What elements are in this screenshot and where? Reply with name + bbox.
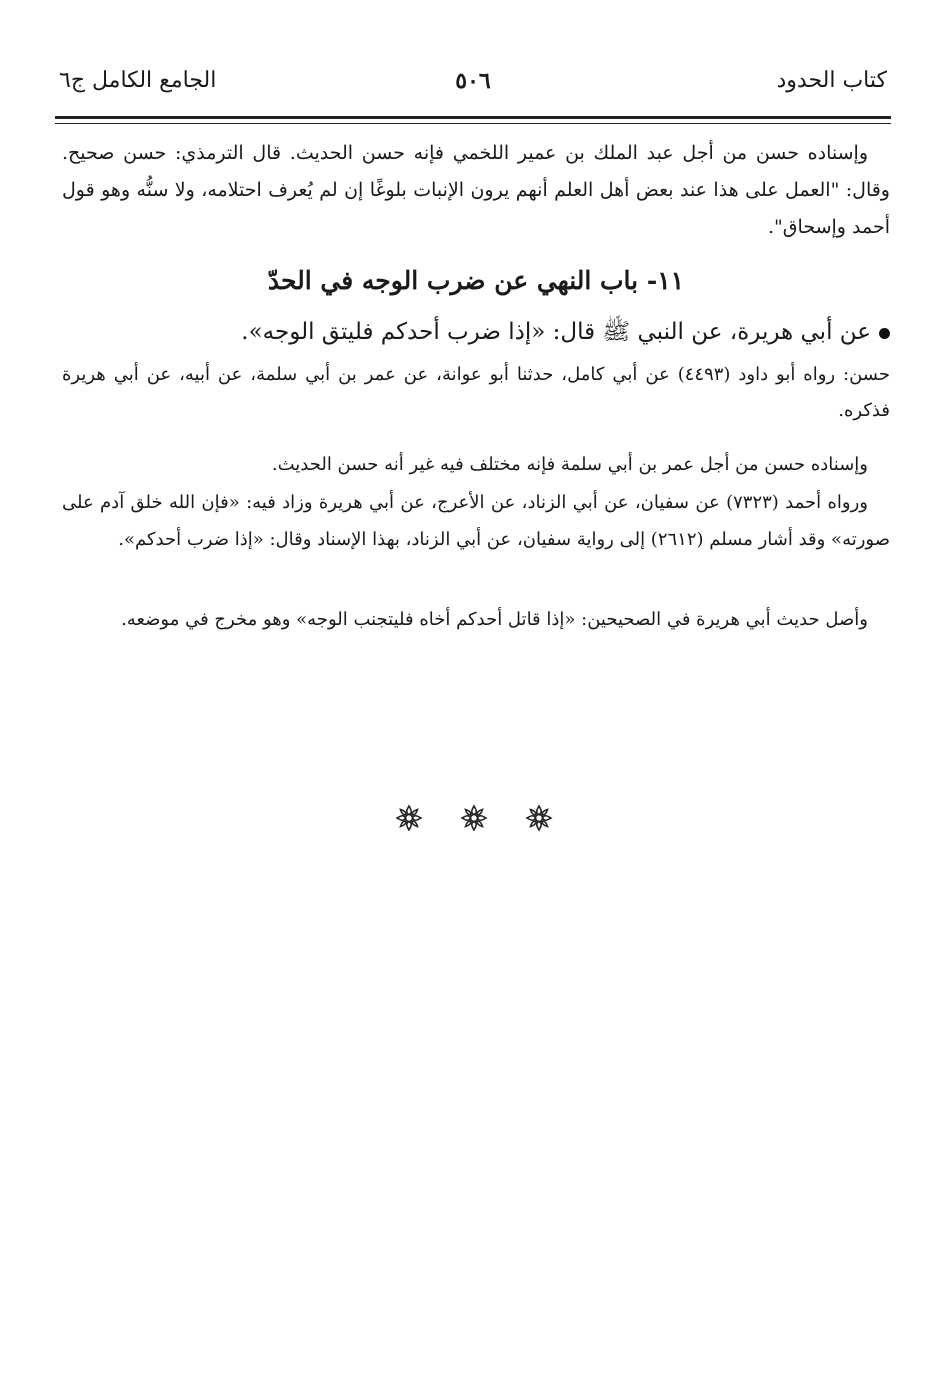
paragraph-3-text: وإسناده حسن من أجل عمر بن أبي سلمة فإنه مختلف فيه غير أنه حسن الحديث. <box>271 454 868 475</box>
bullet-icon <box>879 328 890 339</box>
paragraph-isnad-tirmidhi <box>62 135 890 246</box>
chapter-title: باب النهي عن ضرب الوجه في الحدّ <box>267 266 639 295</box>
paragraph-takhrij <box>62 357 890 429</box>
chapter-number: ١١- <box>646 266 685 295</box>
book-title: الجامع الكامل ج٦ <box>59 68 217 93</box>
book-section-title: كتاب الحدود <box>776 68 887 93</box>
header-divider-thick <box>55 116 891 119</box>
paragraph-5-text: وأصل حديث أبي هريرة في الصحيحين: «إذا قاتل أحدكم أخاه فليتجنب الوجه» وهو مخرج في موضعه. <box>121 609 868 630</box>
paragraph-sahihain <box>62 601 890 638</box>
paragraph-ahmad <box>62 484 890 558</box>
page-number: ٥٠٦ <box>455 68 491 94</box>
hadith-body: عن أبي هريرة، عن النبي ﷺ قال: «إذا ضرب أحدكم فليتق الوجه». <box>241 319 871 345</box>
paragraph-4-text: ورواه أحمد (٧٣٢٣) عن سفيان، عن أبي الزناد، عن الأعرج، عن أبي هريرة وزاد فيه: «فإن الله خلق آدم على صورته» وقد أشار مسلم (٢٦١٢) إلى رواية سفيان، عن أبي الزناد، بهذا الإسناد وقال: «إذا ضرب أحدكم». <box>62 492 890 550</box>
paragraph-1-text: وإسناده حسن من أجل عبد الملك بن عمير اللخمي فإنه حسن الحديث. قال الترمذي: حسن صحيح. وقال: "العمل على هذا عند بعض أهل العلم أنهم يرون الإنبات بلوغًا إن لم يُعرف احتلامه، ولا سنُّه وهو قول أحمد وإسحاق". <box>62 142 890 238</box>
flower-ornament-icon <box>525 804 553 832</box>
flower-ornament-icon <box>460 804 488 832</box>
paragraph-isnad-grading <box>62 447 890 483</box>
header-divider-thin <box>55 123 891 124</box>
hadith-text <box>62 312 890 352</box>
chapter-heading <box>62 266 890 295</box>
flower-ornament-icon <box>395 804 423 832</box>
page-header <box>55 66 891 112</box>
paragraph-2-text: حسن: رواه أبو داود (٤٤٩٣) عن أبي كامل، حدثنا أبو عوانة، عن عمر بن أبي سلمة، عن أبيه، عن أبي هريرة فذكره. <box>62 364 890 421</box>
section-end-ornaments <box>0 804 948 832</box>
